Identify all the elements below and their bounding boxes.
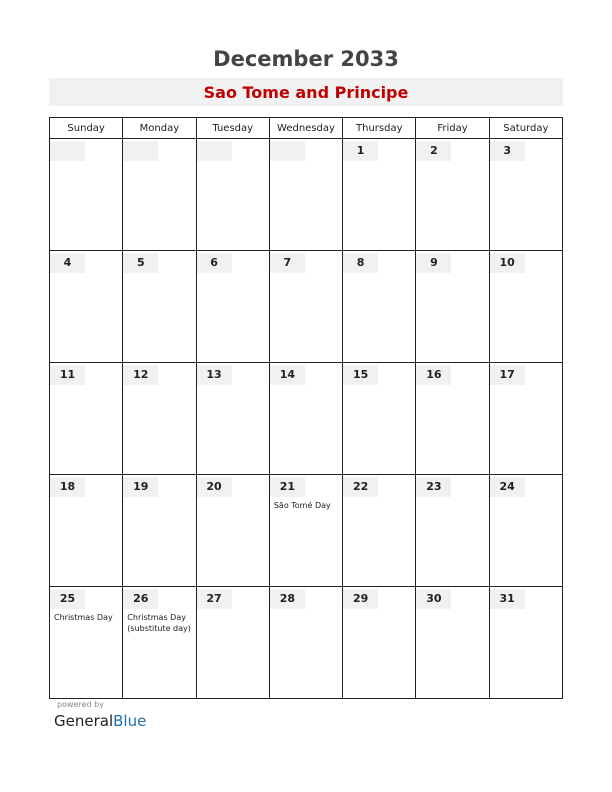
powered-by-label: powered by (57, 700, 104, 709)
holiday-label: São Tomé Day (273, 501, 331, 510)
brand-blue-text: Blue (113, 712, 147, 730)
day-number: 30 (416, 589, 451, 609)
day-cell (489, 139, 562, 251)
weekday-sunday: Sunday (50, 118, 123, 139)
day-number: 28 (270, 589, 305, 609)
weekday-wednesday: Wednesday (269, 118, 342, 139)
weekday-monday: Monday (123, 118, 196, 139)
day-cell (269, 363, 342, 475)
day-cell (196, 363, 269, 475)
day-number: 17 (490, 365, 525, 385)
day-cell (123, 587, 196, 699)
day-number: 20 (197, 477, 232, 497)
day-number: 11 (50, 365, 85, 385)
day-number: 6 (197, 253, 232, 273)
day-cell (50, 251, 123, 363)
day-cell (343, 587, 416, 699)
week-row (50, 475, 563, 587)
weekday-tuesday: Tuesday (196, 118, 269, 139)
day-cell (196, 139, 269, 251)
weekday-friday: Friday (416, 118, 489, 139)
day-cell (269, 475, 342, 587)
day-number: 7 (270, 253, 305, 273)
brand-general-text: General (54, 712, 114, 730)
weekday-thursday: Thursday (343, 118, 416, 139)
weekday-saturday: Saturday (489, 118, 562, 139)
day-number: 18 (50, 477, 85, 497)
day-number: 12 (123, 365, 158, 385)
day-number-blank (50, 141, 85, 161)
day-number: 26 (123, 589, 158, 609)
day-number: 15 (343, 365, 378, 385)
generalblue-logo[interactable] (54, 712, 146, 730)
day-cell (416, 475, 489, 587)
day-number: 29 (343, 589, 378, 609)
day-cell (416, 139, 489, 251)
day-cell (196, 251, 269, 363)
day-number: 4 (50, 253, 85, 273)
day-cell (50, 139, 123, 251)
day-number: 19 (123, 477, 158, 497)
day-cell (50, 363, 123, 475)
day-cell (416, 251, 489, 363)
day-cell (416, 363, 489, 475)
day-number: 31 (490, 589, 525, 609)
day-cell (489, 475, 562, 587)
week-row (50, 363, 563, 475)
weekday-header-row (50, 118, 563, 139)
day-number: 23 (416, 477, 451, 497)
country-name: Sao Tome and Principe (49, 78, 563, 106)
day-cell (489, 251, 562, 363)
day-number: 10 (490, 253, 525, 273)
day-number: 16 (416, 365, 451, 385)
holiday-label: Christmas Day (54, 613, 113, 622)
day-number-blank (197, 141, 232, 161)
day-number: 21 (270, 477, 305, 497)
day-number: 1 (343, 141, 378, 161)
page-title: December 2033 (213, 47, 399, 71)
day-cell (269, 587, 342, 699)
day-cell (50, 475, 123, 587)
day-number: 24 (490, 477, 525, 497)
day-cell (196, 475, 269, 587)
week-row (50, 587, 563, 699)
day-cell (123, 363, 196, 475)
day-number-blank (123, 141, 158, 161)
day-number: 9 (416, 253, 451, 273)
day-cell (343, 363, 416, 475)
day-cell (343, 475, 416, 587)
day-number: 25 (50, 589, 85, 609)
day-cell (123, 475, 196, 587)
day-cell (489, 587, 562, 699)
day-cell (343, 139, 416, 251)
holiday-label: Christmas Day (substitute day) (127, 613, 191, 633)
day-cell (489, 363, 562, 475)
day-cell (416, 587, 489, 699)
day-cell (269, 139, 342, 251)
day-cell (50, 587, 123, 699)
day-number-blank (270, 141, 305, 161)
day-number: 2 (416, 141, 451, 161)
week-row (50, 139, 563, 251)
day-number: 5 (123, 253, 158, 273)
day-cell (343, 251, 416, 363)
day-number: 3 (490, 141, 525, 161)
day-number: 8 (343, 253, 378, 273)
day-number: 22 (343, 477, 378, 497)
day-cell (123, 251, 196, 363)
day-cell (123, 139, 196, 251)
day-number: 27 (197, 589, 232, 609)
day-cell (269, 251, 342, 363)
calendar-grid (49, 117, 563, 699)
day-cell (196, 587, 269, 699)
day-number: 14 (270, 365, 305, 385)
day-number: 13 (197, 365, 232, 385)
week-row (50, 251, 563, 363)
